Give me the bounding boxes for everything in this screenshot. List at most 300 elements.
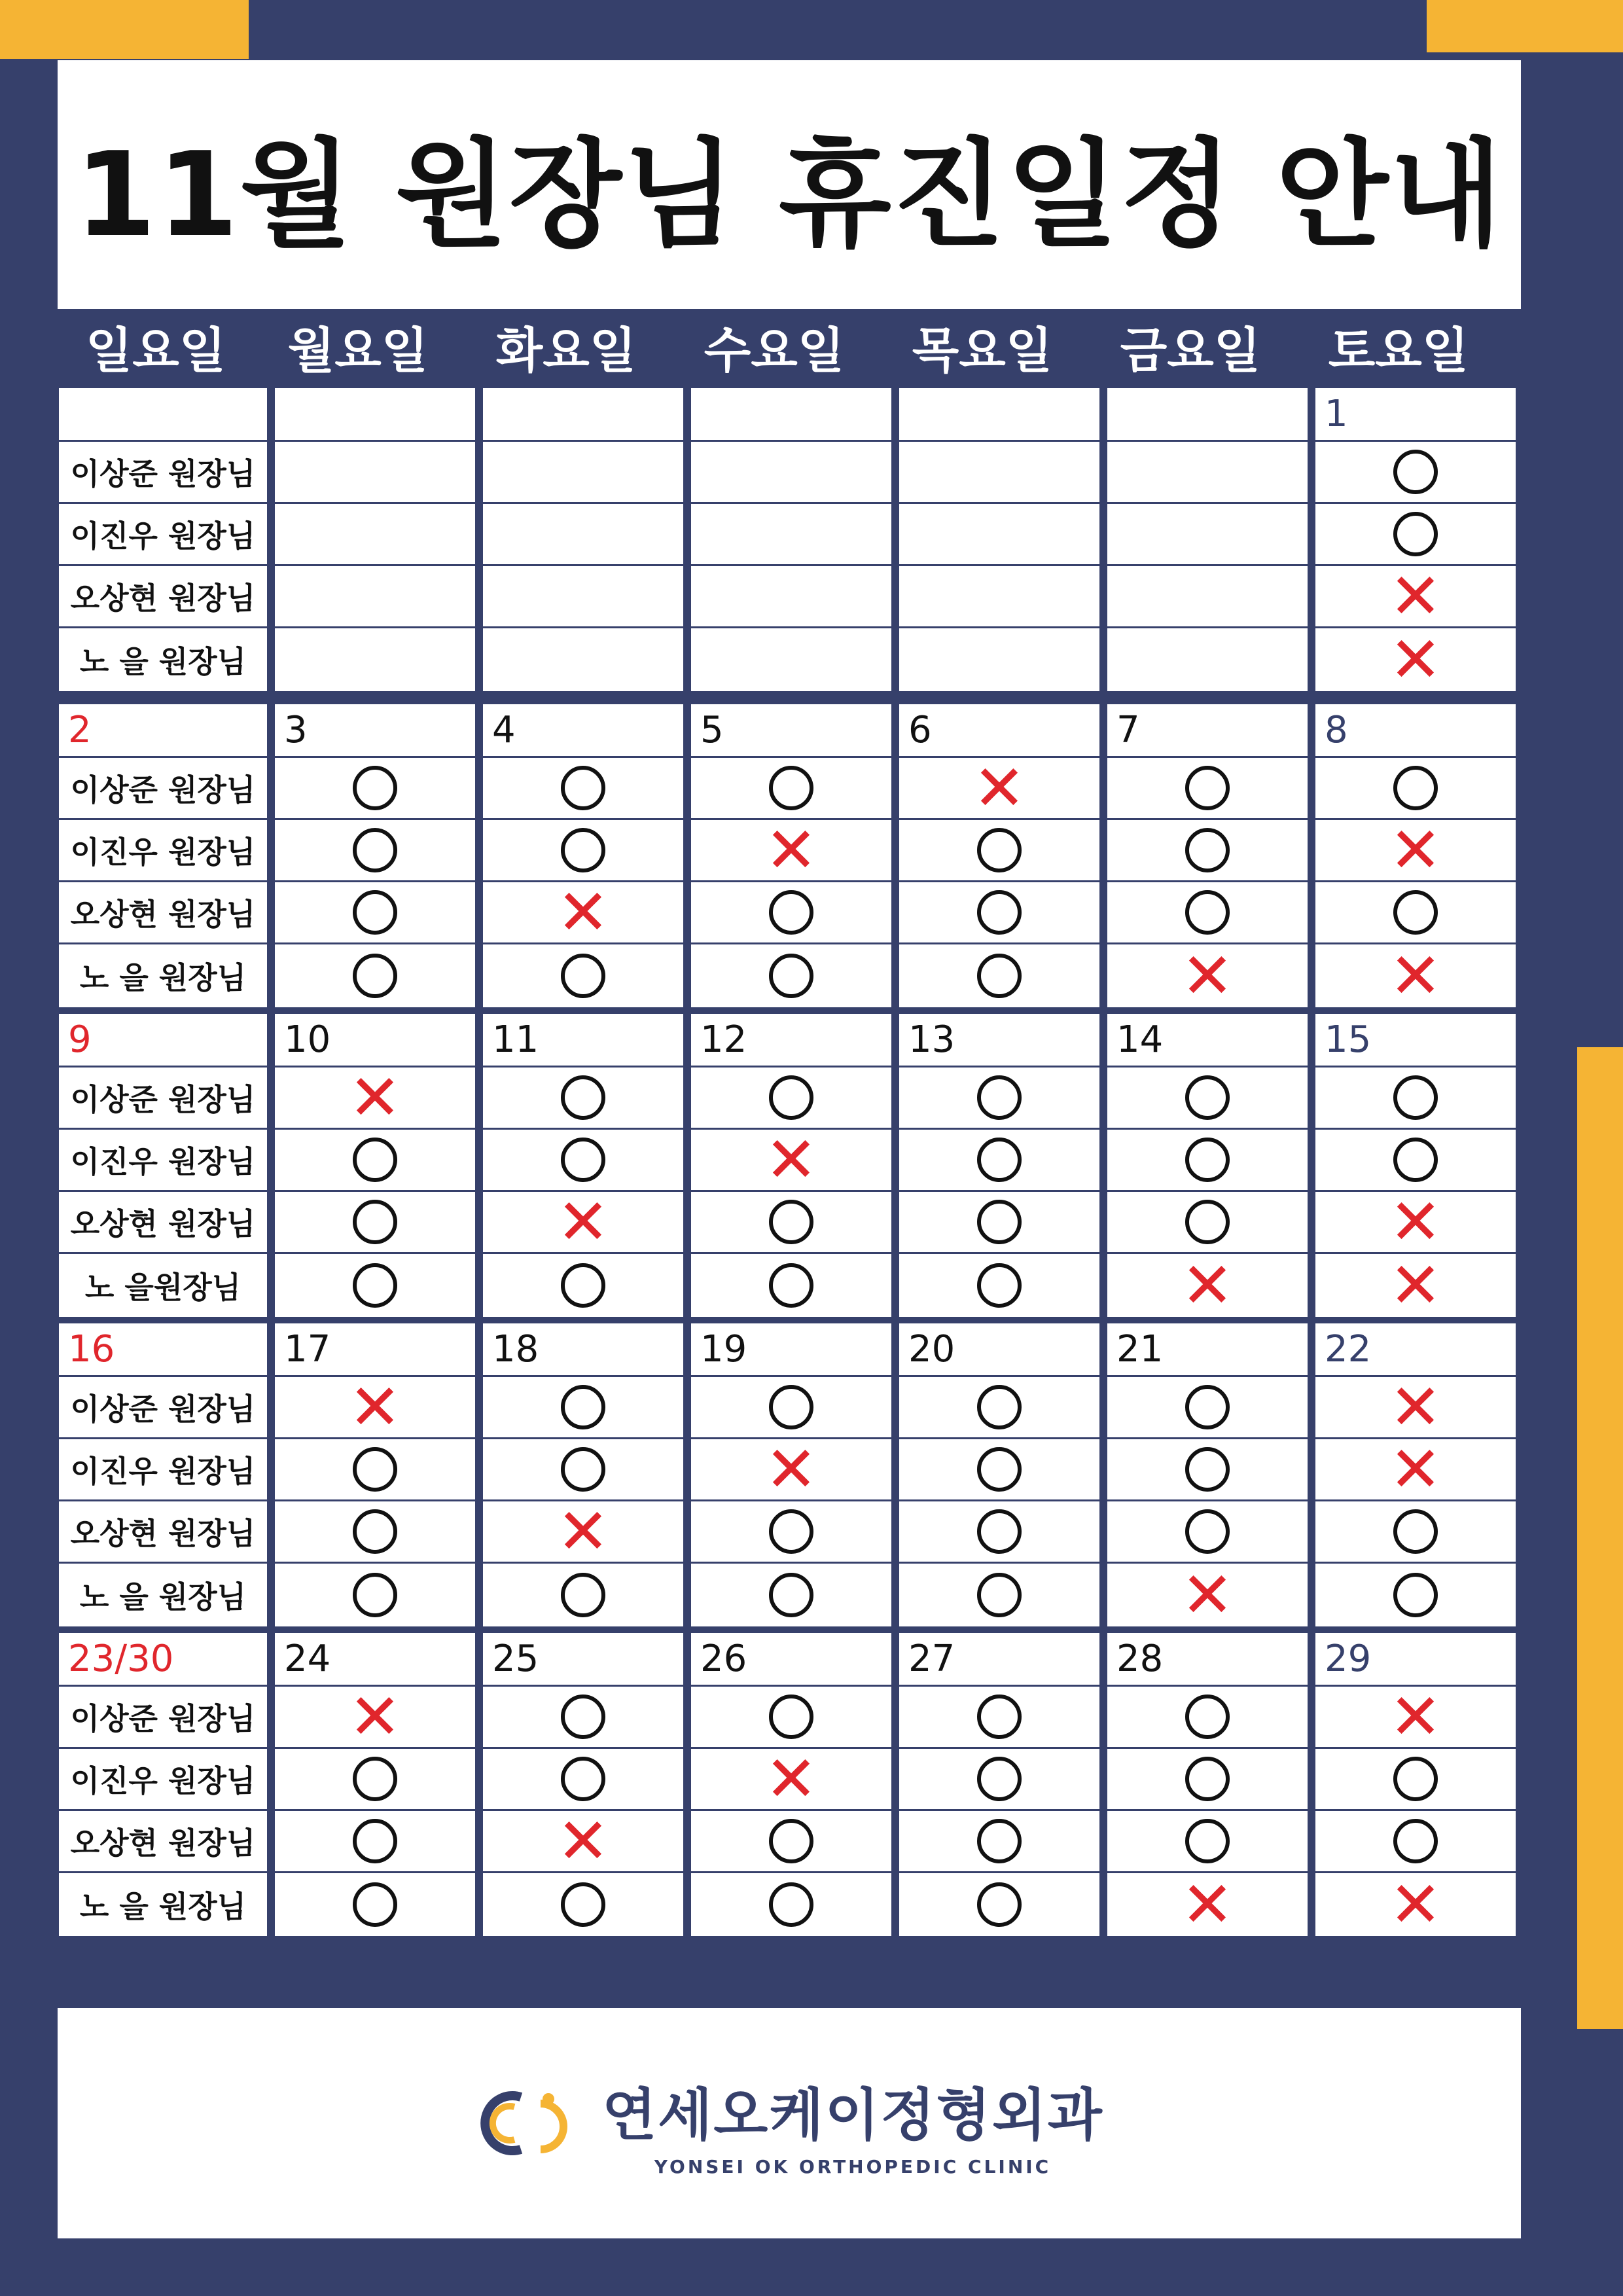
open-circle-icon [1185, 1447, 1230, 1492]
open-circle-icon [1185, 1075, 1230, 1120]
open-circle-icon [1185, 1819, 1230, 1863]
open-circle-icon [1185, 1757, 1230, 1801]
day-cell [899, 1014, 1099, 1317]
open-circle-icon [769, 1385, 813, 1429]
doctor-row [59, 944, 267, 1007]
open-circle-icon [1185, 1200, 1230, 1244]
availability-slot [899, 1067, 1099, 1130]
day-cell [483, 1323, 683, 1626]
availability-slot [1315, 1130, 1516, 1192]
day-cell [1315, 1323, 1516, 1626]
availability-slot [899, 751, 1099, 825]
availability-slot [691, 1873, 891, 1935]
doctor-name: 이진우 원장님 [70, 518, 256, 554]
availability-slot [1107, 628, 1308, 691]
open-circle-icon [977, 1075, 1022, 1120]
open-circle-icon [353, 1882, 397, 1927]
doctor-name: 노 을 원장님 [79, 643, 247, 679]
open-circle-icon [353, 828, 397, 872]
day-cell [691, 1323, 891, 1626]
open-circle-icon [1393, 890, 1438, 935]
availability-slot [1315, 814, 1516, 887]
open-circle-icon [561, 1385, 605, 1429]
open-circle-icon [561, 1138, 605, 1182]
day-cell [691, 388, 891, 691]
availability-slot [1107, 939, 1308, 1013]
availability-slot [483, 1804, 683, 1878]
date-number: 17 [275, 1323, 475, 1377]
availability-slot [1107, 758, 1308, 820]
availability-slot [275, 504, 475, 566]
date-number: 16 [59, 1323, 267, 1377]
doctor-name: 이상준 원장님 [70, 1701, 256, 1736]
clinic-name-korean: 연세오케이정형외과 [602, 2082, 1103, 2148]
open-circle-icon [977, 1695, 1022, 1739]
date-number: 23/30 [59, 1633, 267, 1687]
open-circle-icon [353, 1447, 397, 1492]
clinic-name-english: YONSEI OK ORTHOPEDIC CLINIC [654, 2155, 1052, 2178]
open-circle-icon [977, 1263, 1022, 1308]
day-cell [275, 1323, 475, 1626]
date-number: 25 [483, 1633, 683, 1687]
day-cell [899, 704, 1099, 1007]
availability-slot [899, 1811, 1099, 1873]
date-number: 11 [483, 1014, 683, 1067]
doctor-row [59, 1687, 267, 1749]
closed-x-icon: ✕ [556, 876, 610, 949]
availability-slot [483, 442, 683, 504]
availability-slot [275, 1501, 475, 1564]
day-cell [899, 388, 1099, 691]
availability-slot [483, 1687, 683, 1749]
availability-slot [483, 1439, 683, 1501]
open-circle-icon [353, 766, 397, 810]
weekday-label: 월요일 [287, 323, 429, 379]
closed-x-icon: ✕ [348, 1680, 402, 1753]
open-circle-icon [561, 1757, 605, 1801]
day-cell [691, 1633, 891, 1936]
doctor-name: 오상현 원장님 [70, 1825, 256, 1861]
availability-slot [691, 758, 891, 820]
weekday-label: 토요일 [1328, 323, 1469, 379]
date-number: 18 [483, 1323, 683, 1377]
open-circle-icon [1393, 450, 1438, 494]
availability-slot [1315, 1749, 1516, 1811]
doctor-row [59, 820, 267, 882]
availability-slot [1107, 1192, 1308, 1254]
open-circle-icon [1185, 1695, 1230, 1739]
closed-x-icon: ✕ [348, 1371, 402, 1444]
open-circle-icon [977, 954, 1022, 998]
open-circle-icon [353, 1200, 397, 1244]
availability-slot [899, 1873, 1099, 1935]
open-circle-icon [1393, 512, 1438, 556]
open-circle-icon [1393, 1819, 1438, 1863]
availability-slot [483, 1130, 683, 1192]
date-number: 27 [899, 1633, 1099, 1687]
availability-slot [275, 1130, 475, 1192]
open-circle-icon [977, 1200, 1022, 1244]
doctor-row [59, 1501, 267, 1564]
open-circle-icon [1185, 828, 1230, 872]
availability-slot [483, 504, 683, 566]
open-circle-icon [561, 1573, 605, 1617]
availability-slot [899, 1377, 1099, 1439]
open-circle-icon [769, 1075, 813, 1120]
availability-slot [275, 944, 475, 1007]
closed-x-icon: ✕ [556, 1495, 610, 1568]
date-number: 21 [1107, 1323, 1308, 1377]
availability-slot [691, 1433, 891, 1506]
open-circle-icon [1393, 1509, 1438, 1554]
availability-slot [275, 1811, 475, 1873]
availability-slot [1107, 1501, 1308, 1564]
open-circle-icon [977, 1385, 1022, 1429]
availability-slot [1315, 882, 1516, 944]
doctor-name: 오상현 원장님 [70, 1206, 256, 1242]
availability-slot [275, 1254, 475, 1316]
closed-x-icon: ✕ [764, 1742, 818, 1816]
day-cell [1315, 388, 1516, 696]
date-number: 1 [1315, 388, 1516, 442]
date-number [275, 388, 475, 442]
availability-slot [483, 1495, 683, 1568]
date-number: 29 [1315, 1633, 1516, 1687]
open-circle-icon [561, 1447, 605, 1492]
availability-slot [275, 566, 475, 628]
availability-slot [1107, 1439, 1308, 1501]
open-circle-icon [769, 1882, 813, 1927]
weekday-label: 수요일 [704, 323, 845, 379]
availability-slot [1107, 1248, 1308, 1322]
date-number: 28 [1107, 1633, 1308, 1687]
day-cell [691, 1014, 891, 1317]
doctor-row [59, 1067, 267, 1130]
closed-x-icon: ✕ [348, 1061, 402, 1134]
day-cell [1107, 1014, 1308, 1322]
date-number: 3 [275, 704, 475, 758]
closed-x-icon: ✕ [1389, 560, 1442, 633]
availability-slot [1107, 820, 1308, 882]
closed-x-icon: ✕ [556, 1185, 610, 1259]
availability-slot [483, 566, 683, 628]
date-number [483, 388, 683, 442]
open-circle-icon [1185, 1509, 1230, 1554]
doctor-name: 이진우 원장님 [70, 1454, 256, 1489]
doctor-name: 노 을 원장님 [79, 1888, 247, 1924]
doctor-row [59, 1873, 267, 1935]
title-panel [58, 60, 1521, 309]
availability-slot [1107, 882, 1308, 944]
closed-x-icon: ✕ [1389, 1680, 1442, 1753]
day-cell [691, 704, 891, 1007]
closed-x-icon: ✕ [1181, 939, 1234, 1013]
date-number: 26 [691, 1633, 891, 1687]
availability-slot [1315, 560, 1516, 633]
doctor-row [59, 566, 267, 628]
availability-slot [691, 1377, 891, 1439]
availability-slot [1315, 1371, 1516, 1444]
availability-slot [899, 882, 1099, 944]
availability-slot [1107, 1558, 1308, 1632]
open-circle-icon [353, 1509, 397, 1554]
date-number: 24 [275, 1633, 475, 1687]
closed-x-icon: ✕ [1389, 1433, 1442, 1506]
open-circle-icon [561, 828, 605, 872]
date-number: 19 [691, 1323, 891, 1377]
closed-x-icon: ✕ [1389, 814, 1442, 887]
availability-slot [691, 504, 891, 566]
weekday-label: 화요일 [495, 323, 637, 379]
day-cell [483, 1014, 683, 1317]
week-row [59, 1317, 1571, 1632]
doctor-name: 이상준 원장님 [70, 1391, 256, 1427]
availability-slot [275, 758, 475, 820]
day-cell [899, 1633, 1099, 1936]
availability-slot [483, 820, 683, 882]
availability-slot [691, 1254, 891, 1316]
open-circle-icon [977, 1447, 1022, 1492]
availability-slot [899, 628, 1099, 691]
availability-slot [275, 1192, 475, 1254]
open-circle-icon [977, 1509, 1022, 1554]
open-circle-icon [561, 1263, 605, 1308]
open-circle-icon [1393, 1138, 1438, 1182]
doctor-name: 노 을 원장님 [79, 960, 247, 996]
doctor-row [59, 882, 267, 944]
availability-slot [899, 504, 1099, 566]
availability-slot [275, 882, 475, 944]
open-circle-icon [353, 890, 397, 935]
doctor-row [59, 1192, 267, 1254]
availability-slot [691, 1501, 891, 1564]
availability-slot [1315, 622, 1516, 696]
availability-slot [691, 1811, 891, 1873]
open-circle-icon [353, 1757, 397, 1801]
availability-slot [691, 442, 891, 504]
availability-slot [1315, 442, 1516, 504]
closed-x-icon: ✕ [764, 1433, 818, 1506]
day-cell [275, 1633, 475, 1936]
availability-slot [1315, 1680, 1516, 1753]
doctor-name: 이진우 원장님 [70, 834, 256, 870]
availability-slot [1315, 1501, 1516, 1564]
open-circle-icon [977, 1138, 1022, 1182]
clinic-logo [475, 2070, 1103, 2178]
open-circle-icon [769, 1695, 813, 1739]
availability-slot [275, 1061, 475, 1134]
date-number: 10 [275, 1014, 475, 1067]
open-circle-icon [561, 954, 605, 998]
availability-slot [899, 442, 1099, 504]
doctor-name-column [59, 1014, 267, 1317]
doctor-row [59, 1749, 267, 1811]
day-cell [1315, 1014, 1516, 1322]
day-cell [1107, 1633, 1308, 1941]
doctor-row [59, 1130, 267, 1192]
availability-slot [691, 1742, 891, 1816]
open-circle-icon [977, 1882, 1022, 1927]
availability-slot [275, 1873, 475, 1935]
day-cell [899, 1323, 1099, 1626]
doctor-row [59, 442, 267, 504]
open-circle-icon [1185, 766, 1230, 810]
open-circle-icon [977, 828, 1022, 872]
open-circle-icon [977, 1757, 1022, 1801]
closed-x-icon: ✕ [1389, 1185, 1442, 1259]
date-number: 7 [1107, 704, 1308, 758]
open-circle-icon [561, 1882, 605, 1927]
availability-slot [1315, 939, 1516, 1013]
availability-slot [691, 944, 891, 1007]
closed-x-icon: ✕ [1389, 1248, 1442, 1322]
day-cell [1107, 704, 1308, 1013]
availability-slot [275, 628, 475, 691]
availability-slot [275, 1439, 475, 1501]
date-number: 13 [899, 1014, 1099, 1067]
footer-panel [58, 2008, 1521, 2238]
availability-slot [483, 944, 683, 1007]
availability-slot [1315, 1811, 1516, 1873]
doctor-name-column [59, 388, 267, 691]
availability-slot [483, 1254, 683, 1316]
availability-slot [899, 566, 1099, 628]
date-number [59, 388, 267, 442]
open-circle-icon [353, 1263, 397, 1308]
doctor-row [59, 504, 267, 566]
availability-slot [1315, 758, 1516, 820]
availability-slot [1315, 1433, 1516, 1506]
availability-slot [275, 820, 475, 882]
open-circle-icon [561, 766, 605, 810]
day-cell [1107, 1323, 1308, 1632]
day-cell [275, 704, 475, 1007]
day-cell [1315, 1633, 1516, 1941]
open-circle-icon [1185, 890, 1230, 935]
availability-slot [899, 1564, 1099, 1626]
page-title: 11월 원장님 휴진일정 안내 [75, 127, 1504, 262]
weekday-label: 일요일 [85, 323, 226, 379]
date-number: 14 [1107, 1014, 1308, 1067]
availability-slot [1107, 1067, 1308, 1130]
open-circle-icon [353, 1573, 397, 1617]
date-number: 8 [1315, 704, 1516, 758]
availability-slot [1107, 504, 1308, 566]
open-circle-icon [769, 954, 813, 998]
availability-slot [483, 758, 683, 820]
week-row [59, 1007, 1571, 1322]
open-circle-icon [769, 1573, 813, 1617]
date-number: 2 [59, 704, 267, 758]
closed-x-icon: ✕ [556, 1804, 610, 1878]
open-circle-icon [1185, 1138, 1230, 1182]
day-cell [1107, 388, 1308, 691]
availability-slot [483, 628, 683, 691]
availability-slot [1107, 1749, 1308, 1811]
date-number: 9 [59, 1014, 267, 1067]
availability-slot [1107, 1130, 1308, 1192]
date-number: 6 [899, 704, 1099, 758]
availability-slot [275, 442, 475, 504]
weekday-label: 금요일 [1120, 323, 1261, 379]
doctor-name: 이상준 원장님 [70, 456, 256, 492]
availability-slot [1107, 566, 1308, 628]
open-circle-icon [769, 766, 813, 810]
availability-slot [483, 1564, 683, 1626]
availability-slot [1107, 1867, 1308, 1941]
doctor-name: 이진우 원장님 [70, 1763, 256, 1799]
availability-slot [691, 1192, 891, 1254]
doctor-row [59, 1254, 267, 1316]
closed-x-icon: ✕ [764, 1123, 818, 1196]
date-number [1107, 388, 1308, 442]
doctor-name: 이상준 원장님 [70, 772, 256, 808]
doctor-name: 이상준 원장님 [70, 1082, 256, 1117]
date-number: 4 [483, 704, 683, 758]
open-circle-icon [1185, 1385, 1230, 1429]
availability-slot [483, 1749, 683, 1811]
availability-slot [483, 1873, 683, 1935]
availability-slot [691, 566, 891, 628]
availability-slot [899, 1254, 1099, 1316]
doctor-row [59, 758, 267, 820]
open-circle-icon [561, 1695, 605, 1739]
availability-slot [1315, 1067, 1516, 1130]
availability-slot [691, 882, 891, 944]
clinic-logo-icon [475, 2087, 586, 2159]
corner-accent-top-left [0, 0, 249, 59]
availability-slot [275, 1680, 475, 1753]
availability-slot [1315, 504, 1516, 566]
closed-x-icon: ✕ [1389, 939, 1442, 1013]
availability-slot [275, 1749, 475, 1811]
weekday-header [58, 308, 1563, 386]
closed-x-icon: ✕ [1389, 622, 1442, 696]
closed-x-icon: ✕ [1389, 1867, 1442, 1941]
weekday-label: 목요일 [912, 323, 1053, 379]
availability-slot [899, 1130, 1099, 1192]
availability-slot [483, 876, 683, 949]
open-circle-icon [769, 1509, 813, 1554]
open-circle-icon [769, 890, 813, 935]
open-circle-icon [977, 1819, 1022, 1863]
doctor-name: 노 을원장님 [84, 1269, 241, 1305]
schedule-grid [59, 388, 1571, 1998]
open-circle-icon [353, 1138, 397, 1182]
doctor-name: 오상현 원장님 [70, 897, 256, 932]
date-number [691, 388, 891, 442]
closed-x-icon: ✕ [764, 814, 818, 887]
availability-slot [899, 820, 1099, 882]
doctor-name: 오상현 원장님 [70, 581, 256, 616]
availability-slot [899, 1749, 1099, 1811]
closed-x-icon: ✕ [972, 751, 1026, 825]
availability-slot [483, 1067, 683, 1130]
date-number: 12 [691, 1014, 891, 1067]
day-cell [483, 704, 683, 1007]
availability-slot [483, 1377, 683, 1439]
open-circle-icon [561, 1075, 605, 1120]
date-number: 20 [899, 1323, 1099, 1377]
week-row [59, 698, 1571, 1013]
doctor-row [59, 1439, 267, 1501]
availability-slot [1107, 1811, 1308, 1873]
doctor-name-column [59, 1633, 267, 1936]
doctor-row [59, 628, 267, 691]
doctor-row [59, 1377, 267, 1439]
open-circle-icon [1393, 1573, 1438, 1617]
availability-slot [1315, 1867, 1516, 1941]
